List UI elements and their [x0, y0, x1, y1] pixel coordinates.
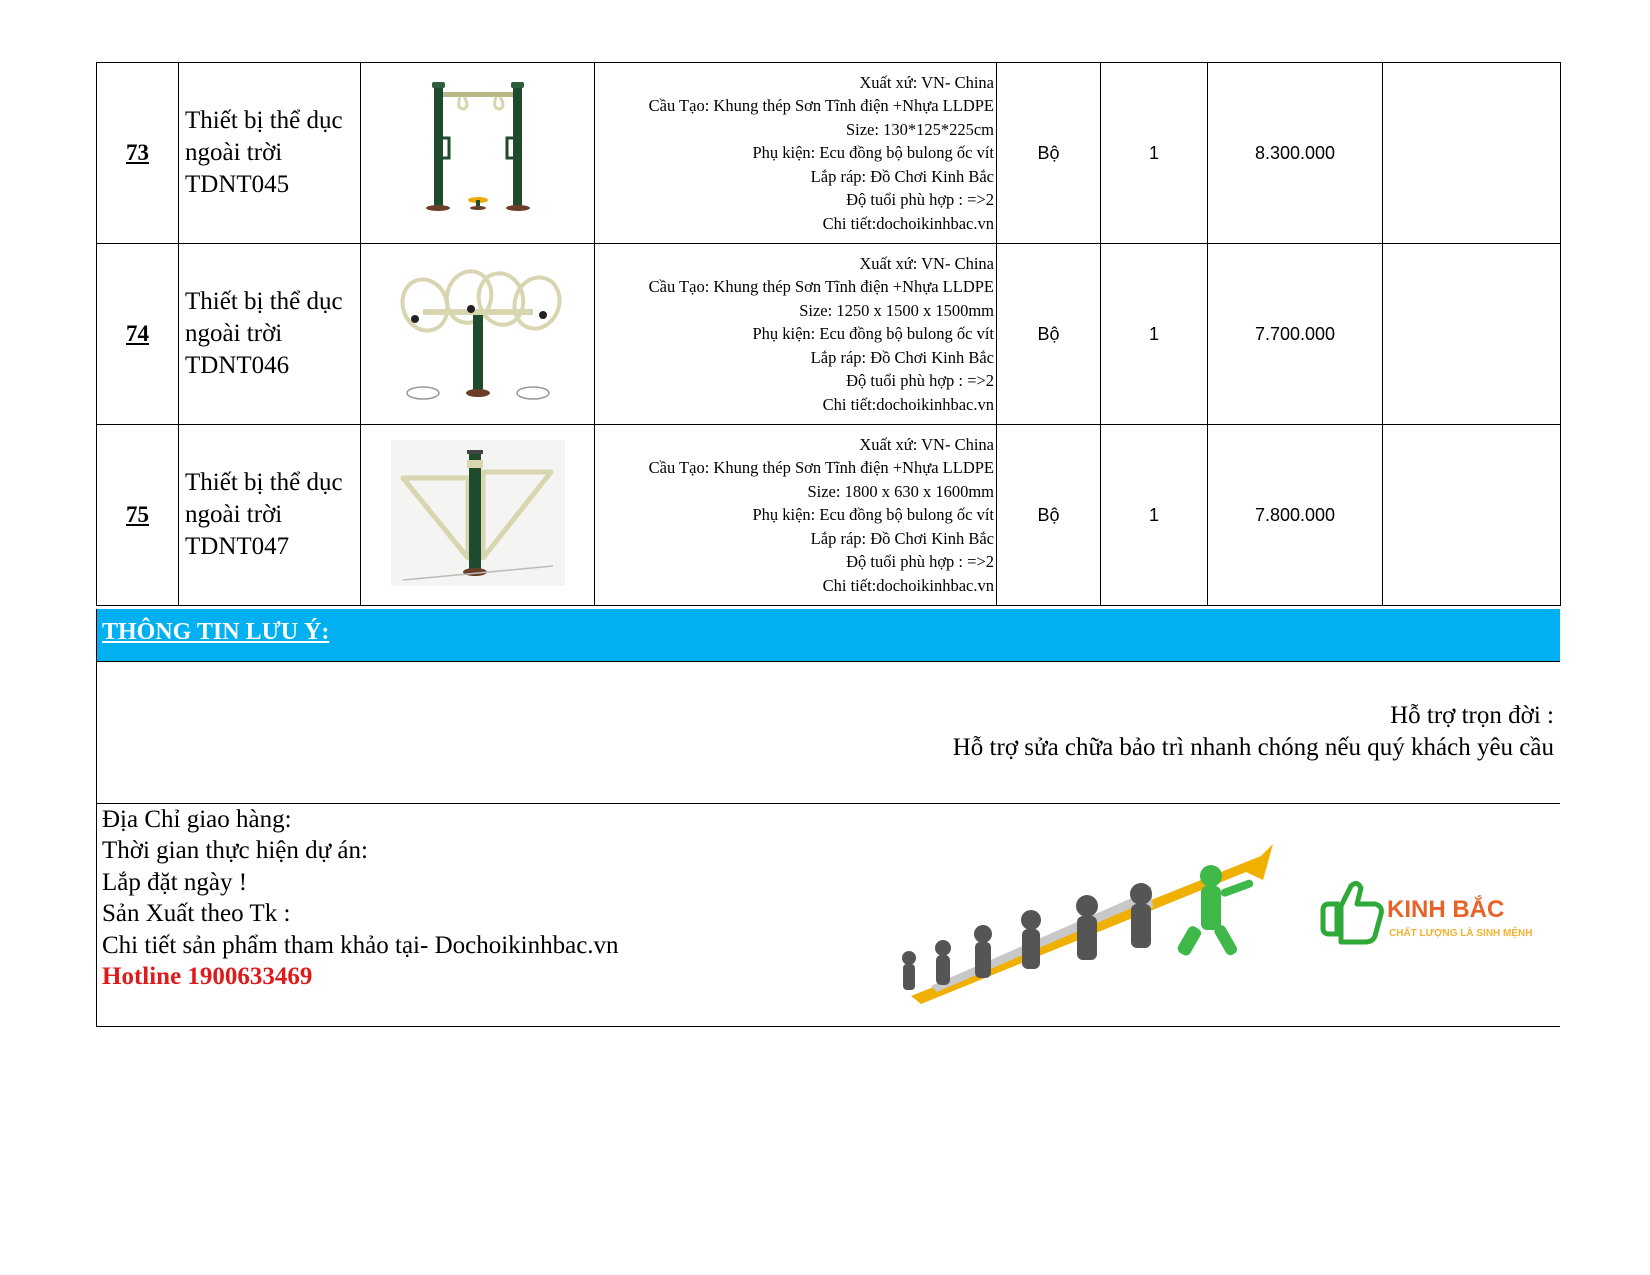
item-note [1383, 63, 1561, 244]
notice-title: THÔNG TIN LƯU Ý: [102, 619, 330, 645]
item-description: Xuất xứ: VN- China Cầu Tạo: Khung thép Sơn Tĩnh điện +Nhựa LLDPE Size: 130*125*225cm Phụ kiện: Ecu đồng bộ bulong ốc vít Lắp ráp: Đồ Chơi Kinh Bắc Độ tuổi phù hợp : =>2 Chi tiết:dochoikinhbac.vn [595, 63, 997, 244]
running-men-growth-illustration [891, 836, 1273, 1006]
item-image [361, 63, 595, 244]
table-row [97, 425, 1561, 606]
logo-slogan-text: CHẤT LƯỢNG LÀ SINH MỆNH [1389, 928, 1533, 939]
item-image [361, 425, 595, 606]
item-number: 73 [97, 63, 179, 244]
product-table [96, 62, 1561, 606]
support-section [96, 662, 1560, 804]
table-row [97, 244, 1561, 425]
item-quantity: 1 [1101, 63, 1208, 244]
arm-wheel-machine-icon [383, 257, 573, 407]
item-description: Xuất xứ: VN- China Cầu Tạo: Khung thép Sơn Tĩnh điện +Nhựa LLDPE Size: 1250 x 1500 x 1500mm Phụ kiện: Ecu đồng bộ bulong ốc vít Lắp ráp: Đồ Chơi Kinh Bắc Độ tuổi phù hợp : =>2 Chi tiết:dochoikinhbac.vn [595, 244, 997, 425]
item-quantity: 1 [1101, 425, 1208, 606]
item-quantity: 1 [1101, 244, 1208, 425]
support-text: Hỗ trợ sửa chữa bảo trì nhanh chóng nếu quý khách yêu cầu [952, 734, 1554, 761]
item-price: 8.300.000 [1208, 63, 1383, 244]
logo-brand-text: KINH BẮC [1387, 896, 1505, 923]
project-duration-label: Thời gian thực hiện dự án: [102, 837, 368, 864]
item-price: 7.800.000 [1208, 425, 1383, 606]
item-price: 7.700.000 [1208, 244, 1383, 425]
item-number: 74 [97, 244, 179, 425]
item-unit: Bộ [997, 63, 1101, 244]
notice-bar [96, 609, 1560, 662]
item-unit: Bộ [997, 425, 1101, 606]
item-note [1383, 244, 1561, 425]
table-row [97, 63, 1561, 244]
support-heading: Hỗ trợ trọn đời : [1390, 702, 1554, 729]
item-name: Thiết bị thể dục ngoài trời TDNT047 [179, 425, 361, 606]
delivery-address-label: Địa Chỉ giao hàng: [102, 806, 292, 833]
info-section [96, 804, 1560, 1027]
swing-exercise-machine-icon [388, 76, 568, 226]
item-name: Thiết bị thể dục ngoài trời TDNT045 [179, 63, 361, 244]
item-name: Thiết bị thể dục ngoài trời TDNT046 [179, 244, 361, 425]
install-date-label: Lắp đặt ngày ! [102, 869, 248, 896]
item-note [1383, 425, 1561, 606]
triangle-frame-machine-icon [383, 438, 573, 588]
item-description: Xuất xứ: VN- China Cầu Tạo: Khung thép Sơn Tĩnh điện +Nhựa LLDPE Size: 1800 x 630 x 1600mm Phụ kiện: Ecu đồng bộ bulong ốc vít Lắp ráp: Đồ Chơi Kinh Bắc Độ tuổi phù hợp : =>2 Chi tiết:dochoikinhbac.vn [595, 425, 997, 606]
hotline: Hotline 1900633469 [102, 963, 313, 990]
product-details-link-text: Chi tiết sản phẩm tham khảo tại- Dochoikinhbac.vn [102, 932, 619, 959]
production-label: Sản Xuất theo Tk : [102, 900, 291, 927]
item-number: 75 [97, 425, 179, 606]
item-image [361, 244, 595, 425]
item-unit: Bộ [997, 244, 1101, 425]
